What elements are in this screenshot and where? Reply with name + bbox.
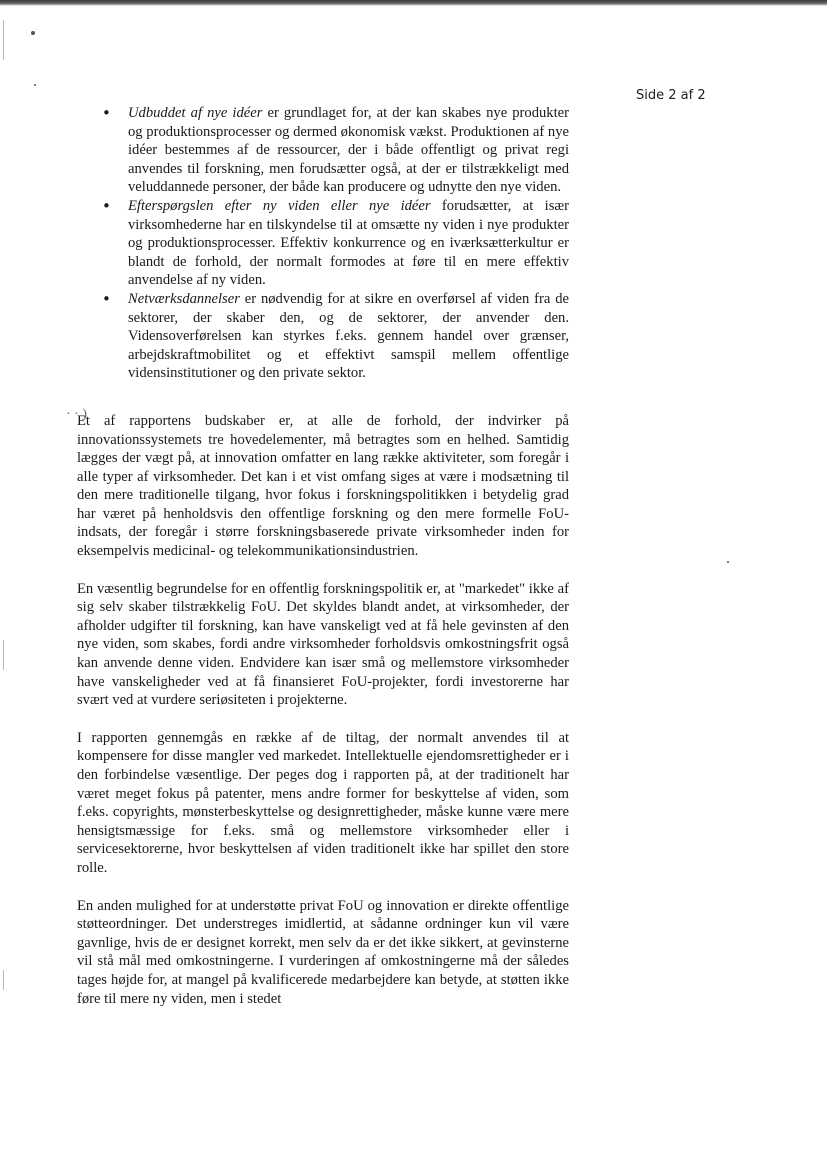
bullet-term: Udbuddet af nye idéer (128, 105, 263, 121)
bullet-text: forudsætter, at især virksomhederne har en tilskyndelse til at omsætte ny viden i nye produkter og produktionsprocesser. Effektiv konkurrence og en iværksætterkultur er blandt de forhold, der normalt formodes at føre til en mere effektiv anvendelse af ny viden. (128, 197, 570, 289)
bullet-icon: • (102, 196, 111, 215)
bullet-term: Netværksdannelser (128, 290, 240, 307)
bullet-item (77, 197, 569, 290)
bullet-text: er nødvendig for at sikre en overførsel af viden fra de sektorer, der skaber den, og de sektorer, der anvender den. Vidensoverførelsen kan styrkes f.eks. gennem handel over grænser, arbejdskraftmobilitet og et effektivt samspil mellem offentlige vidensinstitutioner og den private sektor. (128, 290, 569, 382)
bullet-item (77, 290, 569, 383)
bullet-list (77, 104, 569, 383)
bullet-text: er grundlaget for, at der kan skabes nye produkter og produktionsprocesser og dermed økonomisk vækst. Produktionen af nye idéer bestemmes af de ressourcer, der i både offentligt og privat regi anvendes til forskning, men forudsætter også, at der er tilstrækkeligt med veluddannede personer, der både kan producere og udnytte den nye viden. (128, 105, 569, 196)
page-number: Side 2 af 2 (636, 88, 706, 103)
scan-artifact-mark: · · ) (66, 407, 87, 422)
bullet-item (77, 104, 569, 197)
paragraph: En væsentlig begrundelse for en offentlig forskningspolitik er, at "markedet" ikke af sig selv skaber tilstrækkelig FoU. Det skyldes blandt andet, at virksomheder, der afholder udgifter til forskning, kan have vanskeligt ved at få hele gevinsten af den nye viden, som skabes, fordi andre virksomheder forholdsvis omkostningsfrit også kan anvende denne viden. Endvidere kan især små og mellemstore virksomheder have vanskeligheder ved at få finansieret FoU-projekter, fordi investorerne har svært ved at vurdere seriøsiteten i projekterne. (77, 580, 569, 709)
bullet-term: Efterspørgslen efter ny viden eller nye idéer (128, 197, 431, 214)
paragraph: En anden mulighed for at understøtte privat FoU og innovation er direkte offentlige støtteordninger. Det understreges imidlertid, at sådanne ordninger kun vil være gavnlige, hvis de er designet korrekt, men selv da er det ikke sikkert, at gevinsterne vil stå mål med omkostningerne. I vurderingen af omkostningerne må der således tages højde for, at mangel på kvalificerede medarbejdere kan betyde, at støtten ikke føre til mere ny viden, men i stedet (77, 897, 569, 1007)
document-body (77, 104, 569, 1008)
scan-top-border (0, 0, 827, 6)
bullet-icon: • (102, 104, 111, 122)
paragraph: I rapporten gennemgås en række af de tiltag, der normalt anvendes til at kompensere for disse mangler ved markedet. Intellektuelle ejendomsrettigheder er i den forbindelse væsentlige. Der peges dog i rapporten på, at der traditionelt har været meget fokus på patenter, mens andre former for beskyttelse af viden, som f.eks. copyrights, mønsterbeskyttelse og designrettigheder, måske kunne være mere hensigtsmæssige for f.eks. små og mellemstore virksomheder eller i servicesektorerne, hvor beskyttelsen af viden traditionelt ikke har spillet den store rolle. (77, 729, 569, 876)
paragraph: Et af rapportens budskaber er, at alle de forhold, der indvirker på innovationssystemets tre hovedelementer, må betragtes som en helhed. Samtidig lægges der vægt på, at innovation omfatter en lang række aktiviteter, som foregår i alle typer af virksomheder. Det kan i et vist omfang siges at være i modsætning til den mere traditionelle tilgang, hvor fokus i forskningspolitikken i betydelig grad har været på henholdsvis den offentlige forskning og den mere formelle FoU-indsats, der foregår i større forskningsbaserede private virksomheder inden for eksempelvis medicinal- og telekommunikationsindustrien. (77, 412, 569, 560)
bullet-icon: • (102, 289, 111, 308)
